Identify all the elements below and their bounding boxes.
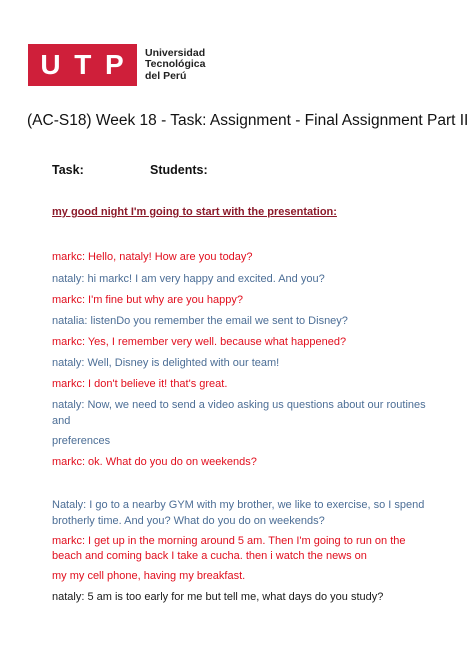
dialogue-line: markc: I get up in the morning around 5 am. Then I'm going to run on the <box>52 535 406 547</box>
university-name <box>145 48 205 83</box>
dialogue-line: and <box>52 415 71 427</box>
dialogue-line: markc: ok. What do you do on weekends? <box>52 456 257 468</box>
dialogue-line: preferences <box>52 435 111 447</box>
university-name-line3: del Perú <box>145 69 187 82</box>
utp-logo-box <box>28 44 137 86</box>
logo-letter-u: U <box>40 49 62 80</box>
utp-logo <box>28 44 205 86</box>
dialogue-line: nataly: Now, we need to send a video asking us questions about our routines <box>52 399 426 411</box>
logo-letter-p: P <box>104 49 125 80</box>
dialogue-line: markc: Yes, I remember very well. because what happened? <box>52 336 347 348</box>
presentation-intro: my good night I'm going to start with the presentation: <box>52 206 337 218</box>
logo-letter-t: T <box>74 49 93 80</box>
task-label: Task: <box>52 163 84 177</box>
dialogue-line: nataly: 5 am is too early for me but tell me, what days do you study? <box>52 591 384 603</box>
dialogue-line: markc: Hello, nataly! How are you today? <box>52 251 253 263</box>
dialogue-line: nataly: Well, Disney is delighted with our team! <box>52 357 280 369</box>
dialogue-line: beach and coming back I take a cucha. then i watch the news on <box>52 550 367 562</box>
dialogue-line: my my cell phone, having my breakfast. <box>52 570 246 582</box>
dialogue-line: brotherly time. And you? What do you do on weekends? <box>52 515 325 527</box>
dialogue-line: Nataly: I go to a nearby GYM with my brother, we like to exercise, so I spend <box>52 499 425 511</box>
dialogue-line: markc: I don't believe it! that's great. <box>52 378 228 390</box>
students-label: Students: <box>150 163 208 177</box>
dialogue-line: nataly: hi markc! I am very happy and excited. And you? <box>52 273 325 285</box>
document-title: (AC-S18) Week 18 - Task: Assignment - Final Assignment Part II <box>27 112 469 129</box>
dialogue-line: natalia: listenDo you remember the email we sent to Disney? <box>52 315 348 327</box>
university-name-line1: Universidad <box>145 46 206 59</box>
university-name-line2: Tecnológica <box>145 58 206 71</box>
dialogue-line: markc: I'm fine but why are you happy? <box>52 294 244 306</box>
